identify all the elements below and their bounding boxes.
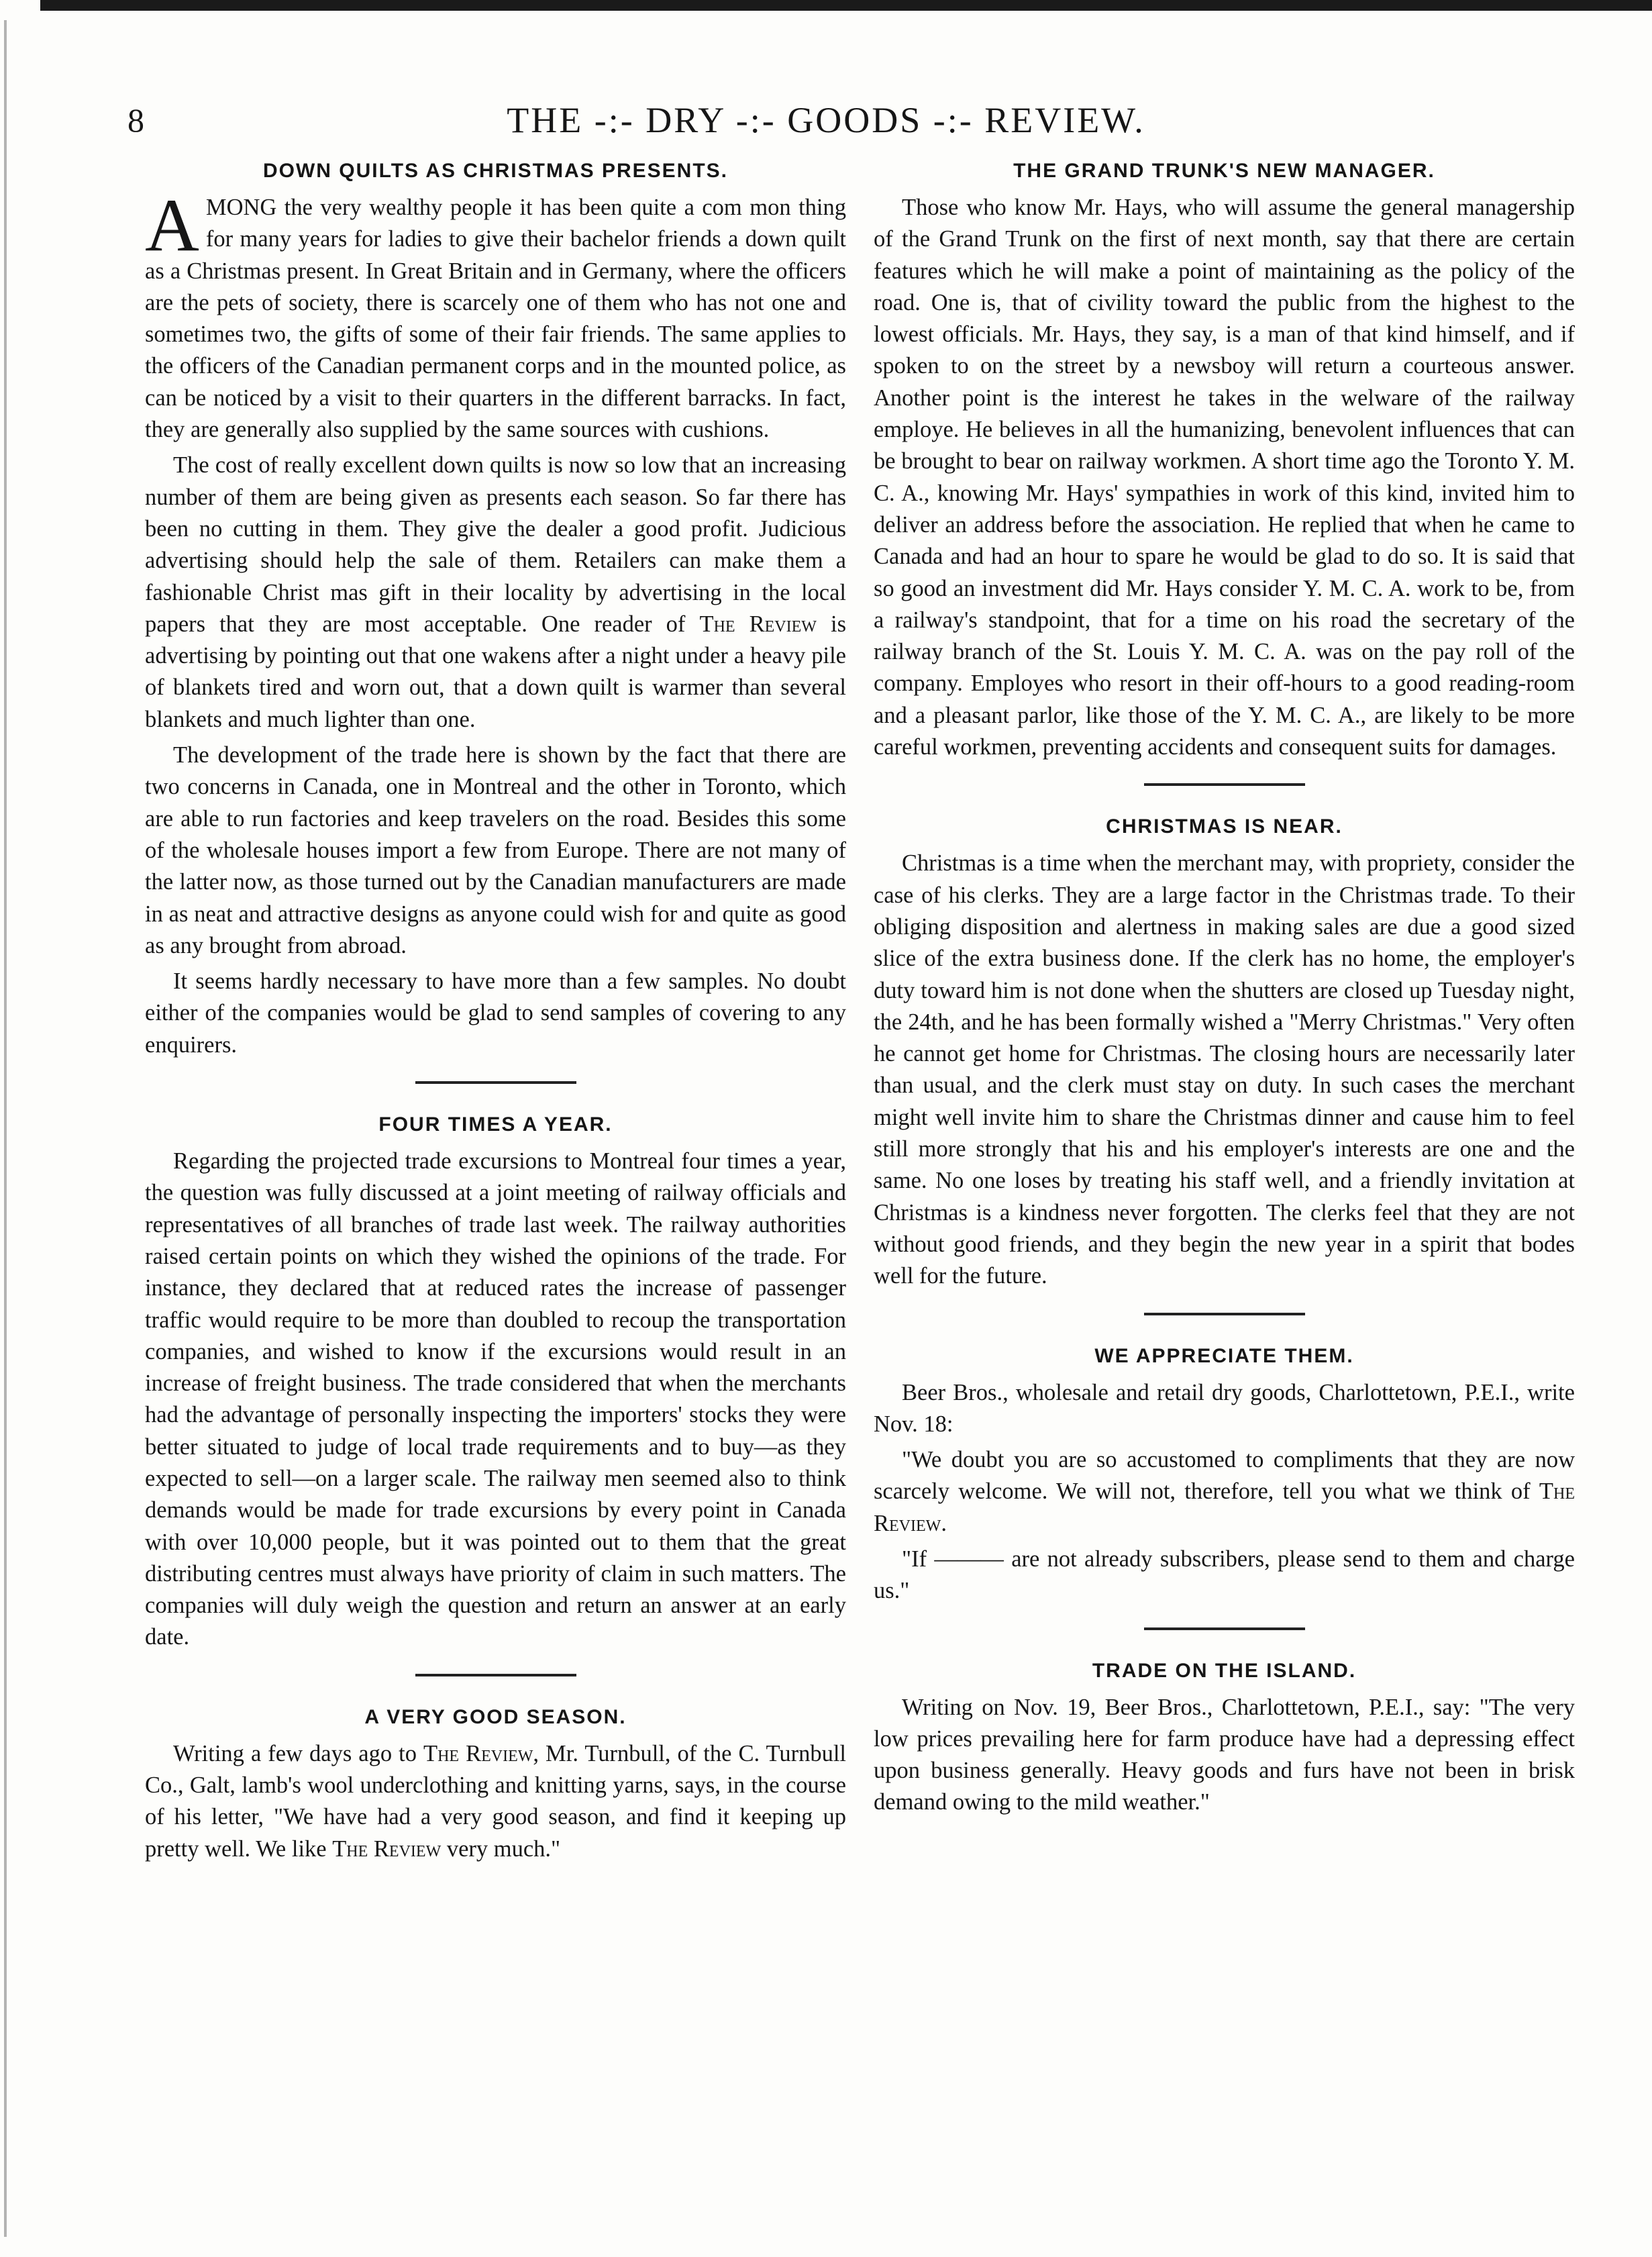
article-title: TRADE ON THE ISLAND.	[1092, 1659, 1357, 1682]
paragraph-text: Writing a few days ago to	[173, 1740, 423, 1766]
article-title: A VERY GOOD SEASON.	[364, 1705, 627, 1728]
left-edge-binding	[4, 20, 7, 2237]
paragraph: The development of the trade here is shown by the fact that there are two concerns in Canada, one in Montreal and the other in Toronto, which are able to run factories and keep travelers on the road. Besides this some of the wholesale houses import a few from Europe. There are not many of the latter now, as those turned out by the Canadian manufacturers are made in as neat and attractive designs as anyone could wish for and quite as good as any brought from abroad.	[145, 742, 846, 958]
article-good-season	[145, 1706, 846, 1865]
paragraph: It seems hardly necessary to have more than a few samples. No doubt either of the companies would be glad to send samples of covering to any enquirers.	[145, 968, 846, 1058]
article-title: WE APPRECIATE THEM.	[1094, 1344, 1354, 1367]
paragraph-text: "We doubt you are so accustomed to compliments that they are now scarcely welcome. We will not, therefore, tell you what we think of	[874, 1447, 1575, 1505]
article-trade-on-the-island	[874, 1660, 1575, 1819]
section-divider	[1144, 1313, 1305, 1315]
section-divider	[415, 1674, 576, 1676]
paragraph: Writing on Nov. 19, Beer Bros., Charlottetown, P.E.I., say: "The very low prices prevailing here for farm produce have had a depressing effect upon business generally. Heavy goods and furs have not been in brisk demand owing to the mild weather."	[874, 1694, 1575, 1815]
paragraph-text: is advertising by pointing out that one wakens after a night under a heavy pile of blankets tired and worn out, that a down quilt is warmer than several blankets and much lighter than one.	[145, 611, 847, 732]
article-title: DOWN QUILTS AS CHRISTMAS PRESENTS.	[262, 160, 729, 182]
article-four-times-a-year	[145, 1113, 846, 1654]
paragraph-text: .	[941, 1510, 947, 1536]
right-column	[874, 160, 1575, 1823]
paragraph-text: very much."	[441, 1836, 561, 1862]
page-number: 8	[127, 101, 144, 139]
paragraph-text: , Mr. Turnbull, of the C. Turnbull Co., Galt, lamb's wool underclothing and knitting yarns, says, in the course of his letter, "We have had a very good season, and find it keeping up pretty well. We like	[145, 1740, 847, 1862]
article-down-quilts	[145, 160, 846, 1061]
article-title: THE GRAND TRUNK'S NEW MANAGER.	[1013, 160, 1435, 182]
article-we-appreciate-them	[874, 1345, 1575, 1607]
publication-name: The Review	[423, 1740, 533, 1766]
paragraph-text: The cost of really excellent down quilts is now so low that an increasing number of them are being given as presents each season. So far there has been no cutting in them. They give the dealer a good profit. Judicious advertising should help the sale of them. Retailers can make them a fashionable Christ mas gift in their locality by advertising in the local papers that they are most acceptable. One reader of	[145, 452, 846, 637]
section-divider	[415, 1081, 576, 1084]
paragraph: Christmas is a time when the merchant may, with propriety, consider the case of his clerks. They are a large factor in the Christmas trade. To their obliging disposition and alertness in making sales are due a good sized slice of the extra business done. If the clerk has no home, the employer's duty toward him is not done when the shutters are closed up Tuesday night, the 24th, and he has been formally wished a "Merry Christmas." Very often he cannot get home for Christmas. The closing hours are necessarily later than usual, and the clerk must stay on duty. In such cases the merchant might well invite him to share the Christmas dinner and cause him to feel still more strongly that his and his employer's interests are one and the same. No one loses by treating his staff well, and a friendly invitation at Christmas is a kindness never forgotten. The clerks feel that they are not without good friends, and they begin the new year in a spirit that bodes well for the future.	[874, 850, 1575, 1289]
page-header: THE -:- DRY -:- GOODS -:- REVIEW.	[507, 100, 1145, 140]
paragraph	[145, 1738, 846, 1865]
section-divider	[1144, 783, 1305, 786]
publication-name: The Review	[874, 1478, 1575, 1536]
article-christmas-is-near	[874, 815, 1575, 1292]
paragraph	[145, 450, 846, 736]
paragraph	[145, 184, 846, 446]
article-grand-trunk	[874, 160, 1575, 763]
paragraph: Regarding the projected trade excursions to Montreal four times a year, the question was fully discussed at a joint meeting of railway officials and representatives of all branches of trade last week. The railway authorities raised certain points on which they wished the opinions of the trade. For instance, they declared that at reduced rates the increase of passenger traffic would require to be more than doubled to recoup the transportation companies, and wished to know if the excursions would result in an increase of freight business. The trade considered that when the merchants had the advantage of personally inspecting the importers' stocks they were better situated to judge of local trade requirements and to buy—as they expected to sell—on a larger scale. The railway men seemed also to think demands would be made for trade excursions by every point in Canada with over 10,000 people, but it was pointed out to them that the great distributing centres must always have priority of claim in such matters. The companies will duly weigh the question and return an answer at an early date.	[145, 1148, 846, 1650]
section-divider	[1144, 1627, 1305, 1630]
article-title: FOUR TIMES A YEAR.	[378, 1113, 613, 1136]
top-edge-bar	[40, 0, 1652, 11]
paragraph: Those who know Mr. Hays, who will assume the general managership of the Grand Trunk on the first of next month, say that there are certain features which he will make a point of maintaining as the policy of the road. One is, that of civility toward the public from the highest to the lowest officials. Mr. Hays, they say, is a man of that kind himself, and if spoken to on the street by a newsboy will return a courteous answer. Another point is the interest he takes in the welware of the railway employe. He believes in all the humanizing, benevolent influences that can be brought to bear on railway workmen. A short time ago the Toronto Y. M. C. A., knowing Mr. Hays' sympathies in work of this kind, invited him to deliver an address before the association. He replied that when he came to Canada and had an hour to spare he would be glad to do so. It is said that so good an investment did Mr. Hays consider Y. M. C. A. work to be, from a railway's standpoint, that for a time on his road the secretary of the railway branch of the St. Louis Y. M. C. A. was on the pay roll of the company. Employes who resort in their off-hours to a good reading-room and a pleasant parlor, like those of the Y. M. C. A., are likely to be more careful workmen, preventing accidents and consequent suits for damages.	[874, 195, 1575, 760]
article-title: CHRISTMAS IS NEAR.	[1106, 815, 1343, 838]
paragraph: "If ——— are not already subscribers, please send to them and charge us."	[874, 1546, 1575, 1604]
drop-cap: A	[145, 184, 199, 267]
paragraph-text: MONG the very wealthy people it has been quite a com mon thing for many years for ladies to give their bachelor friends a down quilt as a Christmas present. In Great Britain and in Germany, where the officers are the pets of society, there is scarcely one of them who has not one and sometimes two, the gifts of some of their fair friends. The same applies to the officers of the Canadian permanent corps and in the mounted police, as can be noticed by a visit to their quarters in the different barracks. In fact, they are generally also supplied by the same sources with cushions.	[145, 195, 846, 443]
publication-name: The Review	[332, 1836, 442, 1862]
paragraph: Beer Bros., wholesale and retail dry goods, Charlottetown, P.E.I., write Nov. 18:	[874, 1379, 1575, 1437]
paragraph	[874, 1444, 1575, 1540]
publication-name: The Review	[699, 611, 817, 637]
left-column	[145, 160, 846, 1869]
